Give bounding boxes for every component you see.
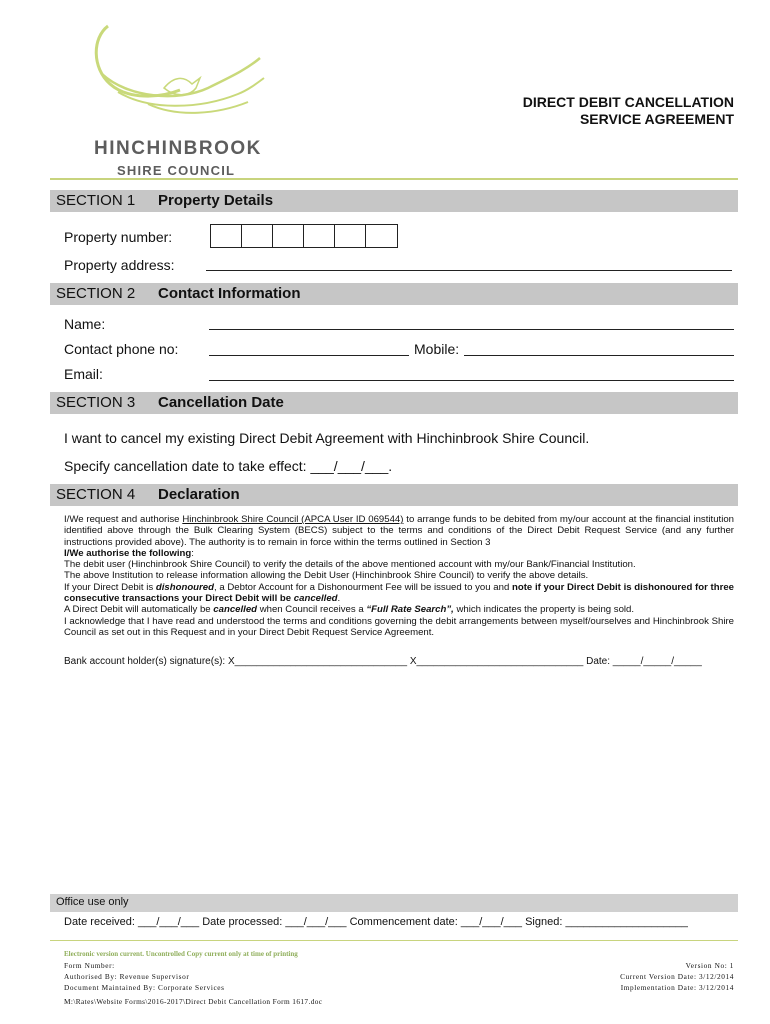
mobile-label: Mobile: bbox=[414, 341, 460, 357]
declaration-paragraph bbox=[64, 514, 734, 548]
signature-date-field[interactable]: Bank account holder(s) signature(s): X_______________________________ X______________________________ Date: _____/_____/_____ bbox=[64, 656, 702, 667]
section-title: Cancellation Date bbox=[158, 394, 284, 411]
emphasis-text: cancelled bbox=[213, 604, 258, 616]
contact-phone-field[interactable] bbox=[209, 355, 409, 356]
digit-box[interactable] bbox=[366, 225, 397, 247]
authorised-by: Authorised By: Revenue Supervisor bbox=[64, 972, 190, 981]
digit-box[interactable] bbox=[211, 225, 242, 247]
cancellation-date-field[interactable]: Specify cancellation date to take effect: ___/___/___. bbox=[64, 458, 393, 474]
bird-wave-logo-icon bbox=[88, 18, 268, 138]
property-address-field[interactable] bbox=[206, 270, 732, 271]
section-2-header bbox=[50, 283, 738, 305]
text-span: . bbox=[337, 593, 341, 605]
section-title: Declaration bbox=[158, 486, 240, 503]
office-use-title: Office use only bbox=[56, 896, 129, 908]
digit-box[interactable] bbox=[335, 225, 366, 247]
text-span: A Direct Debit will automatically be bbox=[64, 604, 214, 616]
org-subname: SHIRE COUNCIL bbox=[117, 163, 236, 178]
digit-box[interactable] bbox=[273, 225, 304, 247]
emphasis-text: note if your Direct Debit is dishonoured for three consecutive transactions your Direct Debit will be bbox=[64, 581, 735, 605]
footer-right-block bbox=[620, 960, 734, 993]
apca-user-id: Hinchinbrook Shire Council (APCA User ID 069544) bbox=[182, 514, 404, 525]
implementation-date: Implementation Date: 3/12/2014 bbox=[620, 983, 734, 992]
emphasis-text: dishonoured bbox=[155, 581, 214, 593]
declaration-paragraph: The debit user (Hinchinbrook Shire Council) to verify the details of the above mentioned account with my/our Bank/Financial Institution. bbox=[64, 559, 636, 571]
digit-box[interactable] bbox=[242, 225, 273, 247]
property-address-label: Property address: bbox=[64, 257, 175, 273]
section-1-header bbox=[50, 190, 738, 212]
text-span: , a Debtor Account for a Dishonourment Fee will be issued to you and bbox=[213, 581, 512, 593]
org-name: HINCHINBROOK bbox=[94, 138, 262, 159]
office-use-fields[interactable]: Date received: ___/___/___ Date processed: ___/___/___ Commencement date: ___/___/___ Signed: ____________________ bbox=[64, 916, 688, 928]
footer-left-block bbox=[64, 960, 225, 993]
section-number: SECTION 3 bbox=[56, 394, 136, 411]
section-3-header bbox=[50, 392, 738, 414]
document-title bbox=[523, 94, 734, 128]
text-span: I/We request and authorise bbox=[64, 514, 183, 525]
section-4-header bbox=[50, 484, 738, 506]
email-label: Email: bbox=[64, 366, 103, 382]
section-number: SECTION 2 bbox=[56, 285, 136, 302]
name-label: Name: bbox=[64, 316, 106, 332]
section-number: SECTION 1 bbox=[56, 192, 136, 209]
document-title-line1: DIRECT DEBIT CANCELLATION bbox=[522, 94, 734, 110]
declaration-paragraph: The above Institution to release information allowing the Debit User (Hinchinbrook Shire Council) to verify the above details. bbox=[64, 570, 589, 582]
mobile-field[interactable] bbox=[464, 355, 734, 356]
current-version-date: Current Version Date: 3/12/2014 bbox=[620, 972, 734, 981]
office-use-header bbox=[50, 894, 738, 912]
emphasis-text: cancelled bbox=[293, 593, 338, 605]
uncontrolled-copy-notice: Electronic version current. Uncontrolled Copy current only at time of printing bbox=[64, 950, 298, 958]
text-span: If your Direct Debit is bbox=[64, 581, 156, 593]
text-span: to arrange funds to be debited from my/our account at the financial institution identified above through the Bulk Clearing System (BECS) subject to the terms and conditions of the Direct Debit Request Service (and any further instructions provided above). The authority is to remain in force within the terms outlined in Section 3 bbox=[64, 514, 734, 548]
digit-box[interactable] bbox=[304, 225, 335, 247]
text-span: when Council receives a bbox=[257, 604, 367, 616]
email-field[interactable] bbox=[209, 380, 734, 381]
emphasis-text: “Full Rate Search”, bbox=[366, 604, 454, 616]
name-field[interactable] bbox=[209, 329, 734, 330]
form-number: Form Number: bbox=[64, 961, 115, 970]
document-title-line2: SERVICE AGREEMENT bbox=[579, 111, 734, 127]
footer-divider bbox=[50, 940, 738, 941]
maintained-by: Document Maintained By: Corporate Services bbox=[64, 983, 225, 992]
declaration-text bbox=[64, 514, 734, 638]
authorise-heading: I/We authorise the following bbox=[64, 547, 192, 559]
declaration-paragraph: I acknowledge that I have read and understood the terms and conditions governing the debit arrangements between myself/ourselves and Hinchinbrook Shire Council as set out in this Request and in your Direct Debit Request Service Agreement. bbox=[64, 615, 734, 638]
property-number-boxes[interactable] bbox=[210, 224, 398, 248]
section-number: SECTION 4 bbox=[56, 486, 136, 503]
section-title: Property Details bbox=[158, 192, 274, 209]
header-divider bbox=[50, 178, 738, 180]
text-span: : bbox=[191, 547, 194, 559]
contact-phone-label: Contact phone no: bbox=[64, 341, 179, 357]
version-number: Version No: 1 bbox=[685, 961, 734, 970]
section-title: Contact Information bbox=[158, 285, 301, 302]
declaration-paragraph bbox=[64, 582, 734, 605]
council-logo bbox=[88, 18, 268, 178]
property-number-label: Property number: bbox=[64, 229, 173, 245]
cancel-statement: I want to cancel my existing Direct Debit Agreement with Hinchinbrook Shire Council. bbox=[64, 430, 590, 446]
declaration-paragraph bbox=[64, 604, 734, 615]
file-path: M:\Rates\Website Forms\2016-2017\Direct Debit Cancellation Form 1617.doc bbox=[64, 997, 323, 1006]
text-span: which indicates the property is being sold. bbox=[453, 604, 635, 616]
declaration-paragraph bbox=[64, 548, 734, 559]
